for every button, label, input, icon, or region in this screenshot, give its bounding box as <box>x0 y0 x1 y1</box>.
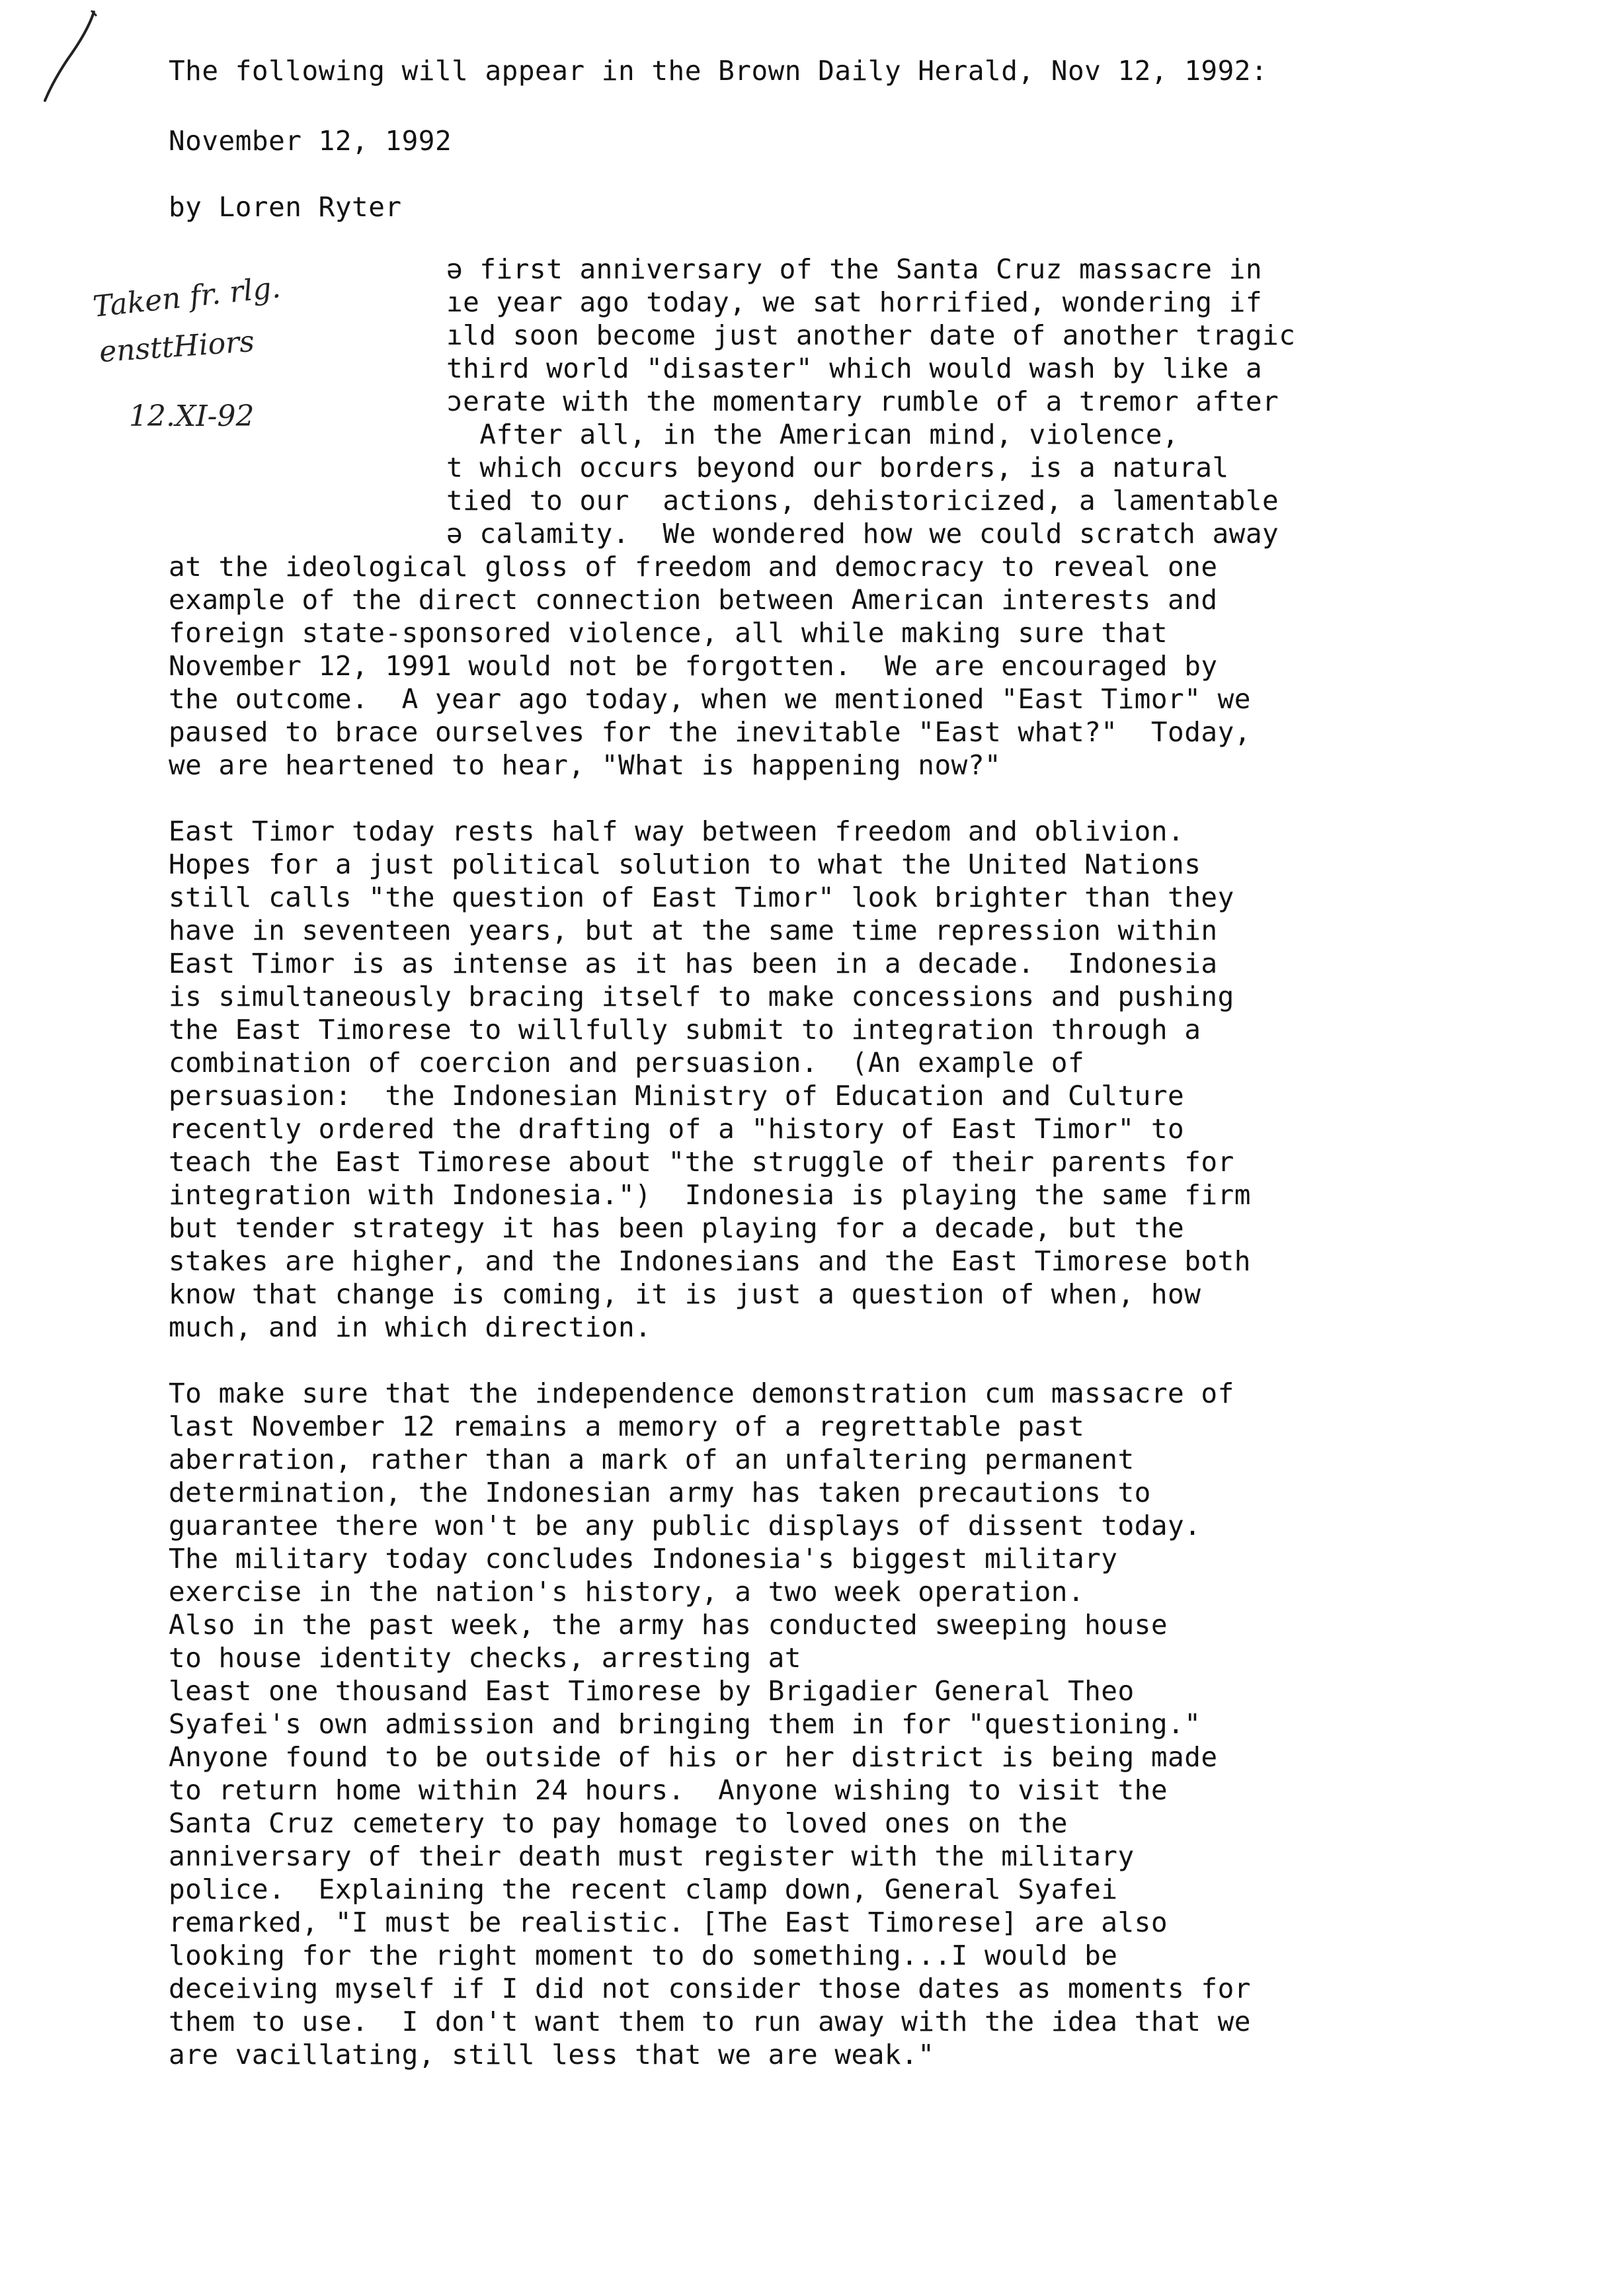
text-line: Also in the past week, the army has conducted sweeping house <box>169 1609 1168 1641</box>
text-line: have in seventeen years, but at the same time repression within <box>169 915 1218 946</box>
text-line: looking for the right moment to do something...I would be <box>169 1940 1118 1971</box>
text-line: least one thousand East Timorese by Brigadier General Theo <box>169 1675 1135 1707</box>
text-line: To make sure that the independence demonstration cum massacre of <box>169 1377 1234 1409</box>
text-line: East Timor is as intense as it has been in a decade. Indonesia <box>169 948 1218 979</box>
text-line: t which occurs beyond our borders, is a natural <box>446 452 1229 483</box>
text-line: After all, in the American mind, violence, <box>446 419 1180 450</box>
text-line: integration with Indonesia.") Indonesia is playing the same firm <box>169 1179 1251 1211</box>
text-line: aberration, rather than a mark of an unfaltering permanent <box>169 1444 1135 1475</box>
text-line: at the ideological gloss of freedom and democracy to reveal one <box>169 551 1218 583</box>
text-line: them to use. I don't want them to run away with the idea that we <box>169 2006 1251 2037</box>
text-line: tied to our actions, dehistoricized, a lamentable <box>446 485 1279 516</box>
text-line: The military today concludes Indonesia's biggest military <box>169 1543 1118 1575</box>
text-line: anniversary of their death must register with the military <box>169 1840 1135 1872</box>
text-line: know that change is coming, it is just a question of when, how <box>169 1278 1201 1310</box>
margin-note-line-1: Taken fr. rlg. <box>91 270 282 324</box>
text-line: paused to brace ourselves for the inevitable "East what?" Today, <box>169 716 1251 748</box>
text-line: persuasion: the Indonesian Ministry of Education and Culture <box>169 1080 1185 1112</box>
text-line: ıe year ago today, we sat horrified, wondering if <box>446 286 1263 318</box>
text-line: exercise in the nation's history, a two week operation. <box>169 1576 1085 1608</box>
text-line: remarked, "I must be realistic. [The East Timorese] are also <box>169 1906 1168 1938</box>
header-byline: by Loren Ryter <box>169 191 402 223</box>
text-line: much, and in which direction. <box>169 1311 652 1343</box>
header-intro: The following will appear in the Brown Daily Herald, Nov 12, 1992: <box>169 55 1268 87</box>
text-line: to return home within 24 hours. Anyone wishing to visit the <box>169 1774 1168 1806</box>
text-line: combination of coercion and persuasion. (An example of <box>169 1047 1085 1079</box>
text-line: is simultaneously bracing itself to make concessions and pushing <box>169 981 1234 1012</box>
text-line: recently ordered the drafting of a "history of East Timor" to <box>169 1113 1185 1145</box>
text-line: still calls "the question of East Timor" look brighter than they <box>169 882 1234 913</box>
text-line: are vacillating, still less that we are weak." <box>169 2039 935 2070</box>
text-line: police. Explaining the recent clamp down, General Syafei <box>169 1873 1118 1905</box>
margin-note-line-2: ensttHiors <box>98 324 256 370</box>
text-line: ıld soon become just another date of another tragic <box>446 319 1296 351</box>
text-line: Hopes for a just political solution to what the United Nations <box>169 848 1201 880</box>
text-line: but tender strategy it has been playing for a decade, but the <box>169 1212 1185 1244</box>
text-line: guarantee there won't be any public displays of dissent today. <box>169 1510 1201 1541</box>
pen-stroke-mark <box>26 7 106 106</box>
text-line: East Timor today rests half way between freedom and oblivion. <box>169 815 1185 847</box>
text-line: stakes are higher, and the Indonesians and the East Timorese both <box>169 1245 1251 1277</box>
text-line: last November 12 remains a memory of a regrettable past <box>169 1411 1085 1442</box>
text-line: to house identity checks, arresting at <box>169 1642 801 1674</box>
text-line: foreign state-sponsored violence, all while making sure that <box>169 617 1168 649</box>
header-date: November 12, 1992 <box>169 125 452 157</box>
text-line: ɔerate with the momentary rumble of a tremor after <box>446 386 1279 417</box>
text-line: determination, the Indonesian army has taken precautions to <box>169 1477 1151 1508</box>
text-line: the outcome. A year ago today, when we mentioned "East Timor" we <box>169 683 1251 715</box>
text-line: Santa Cruz cemetery to pay homage to loved ones on the <box>169 1807 1068 1839</box>
text-line: deceiving myself if I did not consider those dates as moments for <box>169 1973 1251 2004</box>
margin-note-line-3: 12.XI-92 <box>129 399 255 433</box>
text-line: ə first anniversary of the Santa Cruz massacre in <box>446 253 1263 285</box>
text-line: we are heartened to hear, "What is happening now?" <box>169 749 1002 781</box>
text-line: Anyone found to be outside of his or her district is being made <box>169 1741 1218 1773</box>
text-line: third world "disaster" which would wash by like a <box>446 352 1263 384</box>
text-line: the East Timorese to willfully submit to integration through a <box>169 1014 1201 1046</box>
text-line: ə calamity. We wondered how we could scratch away <box>446 518 1279 550</box>
text-line: example of the direct connection between American interests and <box>169 584 1218 616</box>
text-line: Syafei's own admission and bringing them in for "questioning." <box>169 1708 1201 1740</box>
text-line: teach the East Timorese about "the struggle of their parents for <box>169 1146 1234 1178</box>
text-line: November 12, 1991 would not be forgotten. We are encouraged by <box>169 650 1218 682</box>
